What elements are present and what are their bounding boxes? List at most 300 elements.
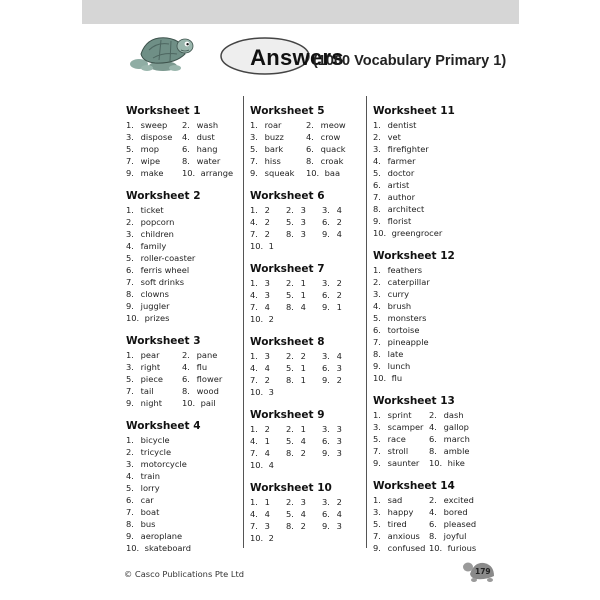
answer-text: dash xyxy=(443,410,464,420)
answer-number: 3. xyxy=(373,289,381,299)
answer-text: feathers xyxy=(387,265,423,275)
answer-number: 5. xyxy=(126,374,134,384)
answer-text: 4 xyxy=(336,229,342,239)
answer-list xyxy=(126,119,234,179)
answer-text: dust xyxy=(196,132,215,142)
answer-item xyxy=(286,435,322,447)
answer-item xyxy=(250,423,286,435)
answer-item xyxy=(373,131,481,143)
answer-text: 4 xyxy=(300,302,306,312)
answer-number: 1. xyxy=(126,120,134,130)
answer-text: lunch xyxy=(387,361,411,371)
answer-text: scamper xyxy=(387,422,424,432)
answer-text: 2 xyxy=(336,278,342,288)
answer-text: 2 xyxy=(268,533,274,543)
answer-item xyxy=(373,276,481,288)
answer-item xyxy=(126,288,234,300)
answer-item xyxy=(126,167,182,179)
answer-text: bored xyxy=(443,507,468,517)
answer-item xyxy=(126,216,234,228)
answer-item xyxy=(306,131,358,143)
answer-text: doctor xyxy=(387,168,415,178)
answer-item xyxy=(250,496,286,508)
answer-number: 5. xyxy=(286,436,294,446)
worksheet-title: Worksheet 11 xyxy=(373,105,455,117)
answer-item xyxy=(429,433,481,445)
answer-item xyxy=(250,459,286,471)
answer-item xyxy=(373,360,481,372)
answer-item xyxy=(429,494,481,506)
answer-text: amble xyxy=(443,446,470,456)
answer-text: wood xyxy=(196,386,219,396)
answer-item xyxy=(286,496,322,508)
answer-item xyxy=(126,385,182,397)
answer-text: architect xyxy=(387,204,425,214)
answer-item xyxy=(126,361,182,373)
answer-item xyxy=(126,506,234,518)
answer-text: make xyxy=(140,168,164,178)
answer-number: 10. xyxy=(250,387,264,397)
answer-number: 5. xyxy=(373,168,381,178)
answer-item xyxy=(322,423,358,435)
answer-number: 7. xyxy=(126,507,134,517)
answer-number: 6. xyxy=(322,509,330,519)
page-number-badge xyxy=(462,558,496,584)
answer-number: 10. xyxy=(429,458,443,468)
answer-text: stroll xyxy=(387,446,409,456)
answer-list xyxy=(126,204,234,324)
answer-text: tail xyxy=(140,386,154,396)
answer-list xyxy=(373,494,483,554)
answer-text: pane xyxy=(196,350,218,360)
answer-item xyxy=(126,119,182,131)
answer-item xyxy=(373,143,481,155)
answer-item xyxy=(250,520,286,532)
answer-list xyxy=(250,204,358,252)
answer-number: 3. xyxy=(373,422,381,432)
worksheet-title: Worksheet 14 xyxy=(373,480,455,492)
answer-item xyxy=(373,203,481,215)
answer-text: water xyxy=(196,156,221,166)
answer-item xyxy=(373,312,481,324)
answer-number: 5. xyxy=(286,217,294,227)
answer-list xyxy=(373,119,483,239)
answer-number: 4. xyxy=(250,217,258,227)
worksheet-title: Worksheet 5 xyxy=(250,105,325,117)
answer-number: 8. xyxy=(286,521,294,531)
answer-number: 9. xyxy=(126,168,134,178)
answer-item xyxy=(250,240,286,252)
answer-text: 3 xyxy=(336,521,342,531)
answer-number: 3. xyxy=(322,351,330,361)
answer-number: 6. xyxy=(306,144,314,154)
answer-item xyxy=(250,167,306,179)
answer-text: 3 xyxy=(336,363,342,373)
answer-text: joyful xyxy=(443,531,467,541)
answer-number: 4. xyxy=(429,507,437,517)
answer-text: artist xyxy=(387,180,410,190)
answer-number: 2. xyxy=(286,424,294,434)
answer-number: 9. xyxy=(126,531,134,541)
answer-text: sprint xyxy=(387,410,412,420)
answer-number: 10. xyxy=(373,373,387,383)
answer-text: hang xyxy=(196,144,218,154)
answer-item xyxy=(182,349,234,361)
answer-text: pleased xyxy=(443,519,477,529)
answer-item xyxy=(322,289,358,301)
answer-item xyxy=(182,385,234,397)
answer-item xyxy=(286,374,322,386)
answer-number: 8. xyxy=(286,375,294,385)
answer-number: 9. xyxy=(373,361,381,371)
answer-item xyxy=(286,520,322,532)
answer-item xyxy=(126,264,234,276)
answer-item xyxy=(250,447,286,459)
answer-number: 7. xyxy=(126,156,134,166)
worksheet-title: Worksheet 12 xyxy=(373,250,455,262)
worksheet-block xyxy=(250,408,358,471)
answer-text: pail xyxy=(200,398,216,408)
worksheet-title: Worksheet 3 xyxy=(126,335,201,347)
answer-number: 9. xyxy=(373,458,381,468)
answers-badge xyxy=(177,36,507,76)
answer-text: ferris wheel xyxy=(140,265,190,275)
answer-item xyxy=(373,409,429,421)
answer-number: 8. xyxy=(126,519,134,529)
answer-item xyxy=(429,445,481,457)
answer-item xyxy=(322,362,358,374)
answer-text: flu xyxy=(391,373,403,383)
answer-list xyxy=(126,434,234,554)
answer-number: 3. xyxy=(126,362,134,372)
answer-number: 6. xyxy=(126,495,134,505)
answer-number: 1. xyxy=(126,350,134,360)
column-divider xyxy=(366,96,367,548)
answer-text: brush xyxy=(387,301,412,311)
answer-item xyxy=(322,350,358,362)
answer-number: 6. xyxy=(182,374,190,384)
answer-item xyxy=(250,131,306,143)
answer-item xyxy=(250,313,286,325)
answer-item xyxy=(373,167,481,179)
worksheet-title: Worksheet 7 xyxy=(250,263,325,275)
answer-text: excited xyxy=(443,495,474,505)
answer-item xyxy=(286,301,322,313)
answer-item xyxy=(250,228,286,240)
answer-number: 5. xyxy=(373,519,381,529)
answer-text: late xyxy=(387,349,404,359)
answer-number: 2. xyxy=(286,351,294,361)
answer-item xyxy=(286,204,322,216)
answer-item xyxy=(250,155,306,167)
answer-number: 3. xyxy=(322,278,330,288)
answer-number: 2. xyxy=(182,350,190,360)
answer-item xyxy=(429,457,481,469)
answer-number: 4. xyxy=(126,241,134,251)
answer-number: 8. xyxy=(373,349,381,359)
answer-number: 3. xyxy=(322,497,330,507)
answer-item xyxy=(250,289,286,301)
answer-text: 2 xyxy=(264,375,270,385)
answer-item xyxy=(250,143,306,155)
answer-number: 9. xyxy=(322,302,330,312)
answer-number: 1. xyxy=(373,120,381,130)
answer-number: 2. xyxy=(373,132,381,142)
answer-number: 4. xyxy=(373,301,381,311)
answer-number: 5. xyxy=(126,144,134,154)
answer-item xyxy=(250,301,286,313)
answer-item xyxy=(182,119,234,131)
answer-number: 8. xyxy=(286,229,294,239)
answer-number: 7. xyxy=(373,531,381,541)
answer-text: car xyxy=(140,495,154,505)
answer-text: 2 xyxy=(264,205,270,215)
answer-number: 1. xyxy=(250,205,258,215)
answer-item xyxy=(126,312,234,324)
answer-text: tired xyxy=(387,519,407,529)
answer-text: flu xyxy=(196,362,208,372)
answer-text: 2 xyxy=(300,448,306,458)
answer-item xyxy=(250,216,286,228)
answer-number: 10. xyxy=(250,241,264,251)
worksheet-block xyxy=(250,189,358,252)
answer-text: boat xyxy=(140,507,160,517)
answer-text: quack xyxy=(320,144,346,154)
answer-number: 10. xyxy=(373,228,387,238)
answer-item xyxy=(126,155,182,167)
answer-item xyxy=(373,421,429,433)
answer-number: 1. xyxy=(126,435,134,445)
worksheet-block xyxy=(126,419,234,554)
answer-number: 10. xyxy=(182,398,196,408)
answer-item xyxy=(322,301,358,313)
answer-text: saunter xyxy=(387,458,420,468)
answer-number: 4. xyxy=(182,132,190,142)
answer-number: 7. xyxy=(373,192,381,202)
answer-text: prizes xyxy=(144,313,170,323)
answer-number: 2. xyxy=(126,217,134,227)
answer-number: 6. xyxy=(373,325,381,335)
answer-list xyxy=(373,264,483,384)
answer-text: 4 xyxy=(300,436,306,446)
answer-text: 2 xyxy=(268,314,274,324)
answer-number: 9. xyxy=(322,448,330,458)
answer-item xyxy=(306,143,358,155)
answer-item xyxy=(250,204,286,216)
answer-number: 4. xyxy=(126,471,134,481)
answer-text: roar xyxy=(264,120,282,130)
answer-number: 10. xyxy=(126,543,140,553)
answer-item xyxy=(126,494,234,506)
answer-text: anxious xyxy=(387,531,420,541)
answer-item xyxy=(126,482,234,494)
worksheet-title: Worksheet 9 xyxy=(250,409,325,421)
answer-number: 3. xyxy=(126,132,134,142)
answer-number: 6. xyxy=(182,144,190,154)
answer-number: 10. xyxy=(250,460,264,470)
answer-text: lorry xyxy=(140,483,160,493)
answer-item xyxy=(126,131,182,143)
answer-number: 7. xyxy=(126,277,134,287)
answer-text: farmer xyxy=(387,156,416,166)
answer-text: 1 xyxy=(268,241,274,251)
answer-number: 5. xyxy=(373,313,381,323)
worksheet-block xyxy=(373,104,483,239)
answer-number: 7. xyxy=(250,156,258,166)
answer-number: 8. xyxy=(429,446,437,456)
answer-item xyxy=(126,518,234,530)
answer-number: 6. xyxy=(373,180,381,190)
answer-text: arrange xyxy=(200,168,234,178)
answer-item xyxy=(373,494,429,506)
answer-number: 7. xyxy=(250,229,258,239)
answers-column-1 xyxy=(126,104,234,564)
answer-text: soft drinks xyxy=(140,277,185,287)
worksheet-block xyxy=(126,189,234,324)
answer-number: 3. xyxy=(322,205,330,215)
answer-number: 6. xyxy=(322,290,330,300)
answer-item xyxy=(126,349,182,361)
answer-item xyxy=(286,508,322,520)
answer-text: night xyxy=(140,398,162,408)
answer-number: 6. xyxy=(429,434,437,444)
answer-number: 7. xyxy=(126,386,134,396)
answer-item xyxy=(373,179,481,191)
answer-text: 2 xyxy=(300,351,306,361)
answer-text: 4 xyxy=(264,509,270,519)
answer-text: race xyxy=(387,434,406,444)
answer-number: 1. xyxy=(373,410,381,420)
answer-item xyxy=(250,532,286,544)
answer-number: 9. xyxy=(126,398,134,408)
answer-item xyxy=(126,204,234,216)
answer-number: 8. xyxy=(306,156,314,166)
answer-text: crow xyxy=(320,132,341,142)
answer-item xyxy=(182,373,234,385)
answers-title: Answers xyxy=(250,45,344,70)
answer-number: 1. xyxy=(250,278,258,288)
answer-item xyxy=(373,191,481,203)
answer-item xyxy=(250,362,286,374)
answer-number: 6. xyxy=(322,217,330,227)
answer-text: baa xyxy=(324,168,341,178)
answer-item xyxy=(322,204,358,216)
answer-number: 7. xyxy=(250,375,258,385)
answer-item xyxy=(373,506,429,518)
answer-text: 1 xyxy=(300,424,306,434)
answer-number: 3. xyxy=(373,507,381,517)
answer-list xyxy=(250,423,358,471)
answer-number: 5. xyxy=(286,290,294,300)
worksheet-block xyxy=(126,334,234,409)
answer-text: 3 xyxy=(264,521,270,531)
answer-item xyxy=(322,447,358,459)
answer-number: 3. xyxy=(322,424,330,434)
answer-text: 3 xyxy=(264,351,270,361)
answer-number: 2. xyxy=(286,205,294,215)
answer-item xyxy=(126,470,234,482)
answer-item xyxy=(182,361,234,373)
answer-text: 4 xyxy=(264,448,270,458)
answer-text: 4 xyxy=(264,302,270,312)
worksheet-title: Worksheet 8 xyxy=(250,336,325,348)
worksheet-block xyxy=(373,479,483,554)
answer-item xyxy=(306,167,358,179)
answer-item xyxy=(322,228,358,240)
answer-text: vet xyxy=(387,132,401,142)
answer-text: hiss xyxy=(264,156,281,166)
answer-text: bicycle xyxy=(140,435,170,445)
answer-text: dispose xyxy=(140,132,173,142)
answer-number: 2. xyxy=(286,278,294,288)
answer-number: 9. xyxy=(322,375,330,385)
answer-number: 4. xyxy=(250,436,258,446)
worksheet-block xyxy=(250,262,358,325)
answer-item xyxy=(286,289,322,301)
answer-item xyxy=(373,433,429,445)
answer-number: 4. xyxy=(250,290,258,300)
answer-text: 3 xyxy=(336,424,342,434)
page-number: 179 xyxy=(475,567,491,576)
answer-text: 4 xyxy=(268,460,274,470)
answer-text: 4 xyxy=(300,509,306,519)
answer-item xyxy=(429,542,481,554)
answer-item xyxy=(373,457,429,469)
answer-item xyxy=(373,348,481,360)
answer-number: 6. xyxy=(322,363,330,373)
answer-item xyxy=(429,518,481,530)
answer-number: 1. xyxy=(373,495,381,505)
answer-text: 2 xyxy=(264,424,270,434)
answer-number: 2. xyxy=(126,447,134,457)
answer-text: train xyxy=(140,471,160,481)
answer-text: 1 xyxy=(264,497,270,507)
answer-text: wipe xyxy=(140,156,161,166)
answer-item xyxy=(286,423,322,435)
answer-number: 1. xyxy=(126,205,134,215)
answer-item xyxy=(322,435,358,447)
answer-item xyxy=(373,518,429,530)
answer-text: flower xyxy=(196,374,223,384)
answer-text: family xyxy=(140,241,167,251)
answer-list xyxy=(250,119,358,179)
answer-text: pineapple xyxy=(387,337,429,347)
answer-text: piece xyxy=(140,374,163,384)
answer-item xyxy=(373,372,481,384)
answer-text: 3 xyxy=(300,229,306,239)
answer-item xyxy=(429,421,481,433)
answer-item xyxy=(286,277,322,289)
answer-item xyxy=(373,542,429,554)
answer-item xyxy=(182,167,234,179)
answer-text: 4 xyxy=(336,351,342,361)
answer-text: 2 xyxy=(264,229,270,239)
answer-number: 3. xyxy=(250,132,258,142)
answer-item xyxy=(182,155,234,167)
answer-item xyxy=(250,435,286,447)
answer-text: furious xyxy=(447,543,477,553)
answer-text: 3 xyxy=(264,278,270,288)
answer-text: author xyxy=(387,192,415,202)
answer-text: 3 xyxy=(300,205,306,215)
answer-number: 5. xyxy=(373,434,381,444)
answer-text: caterpillar xyxy=(387,277,430,287)
answer-item xyxy=(250,277,286,289)
answer-text: popcorn xyxy=(140,217,175,227)
answers-column-2 xyxy=(250,104,358,554)
answer-number: 3. xyxy=(126,459,134,469)
answer-text: mop xyxy=(140,144,160,154)
